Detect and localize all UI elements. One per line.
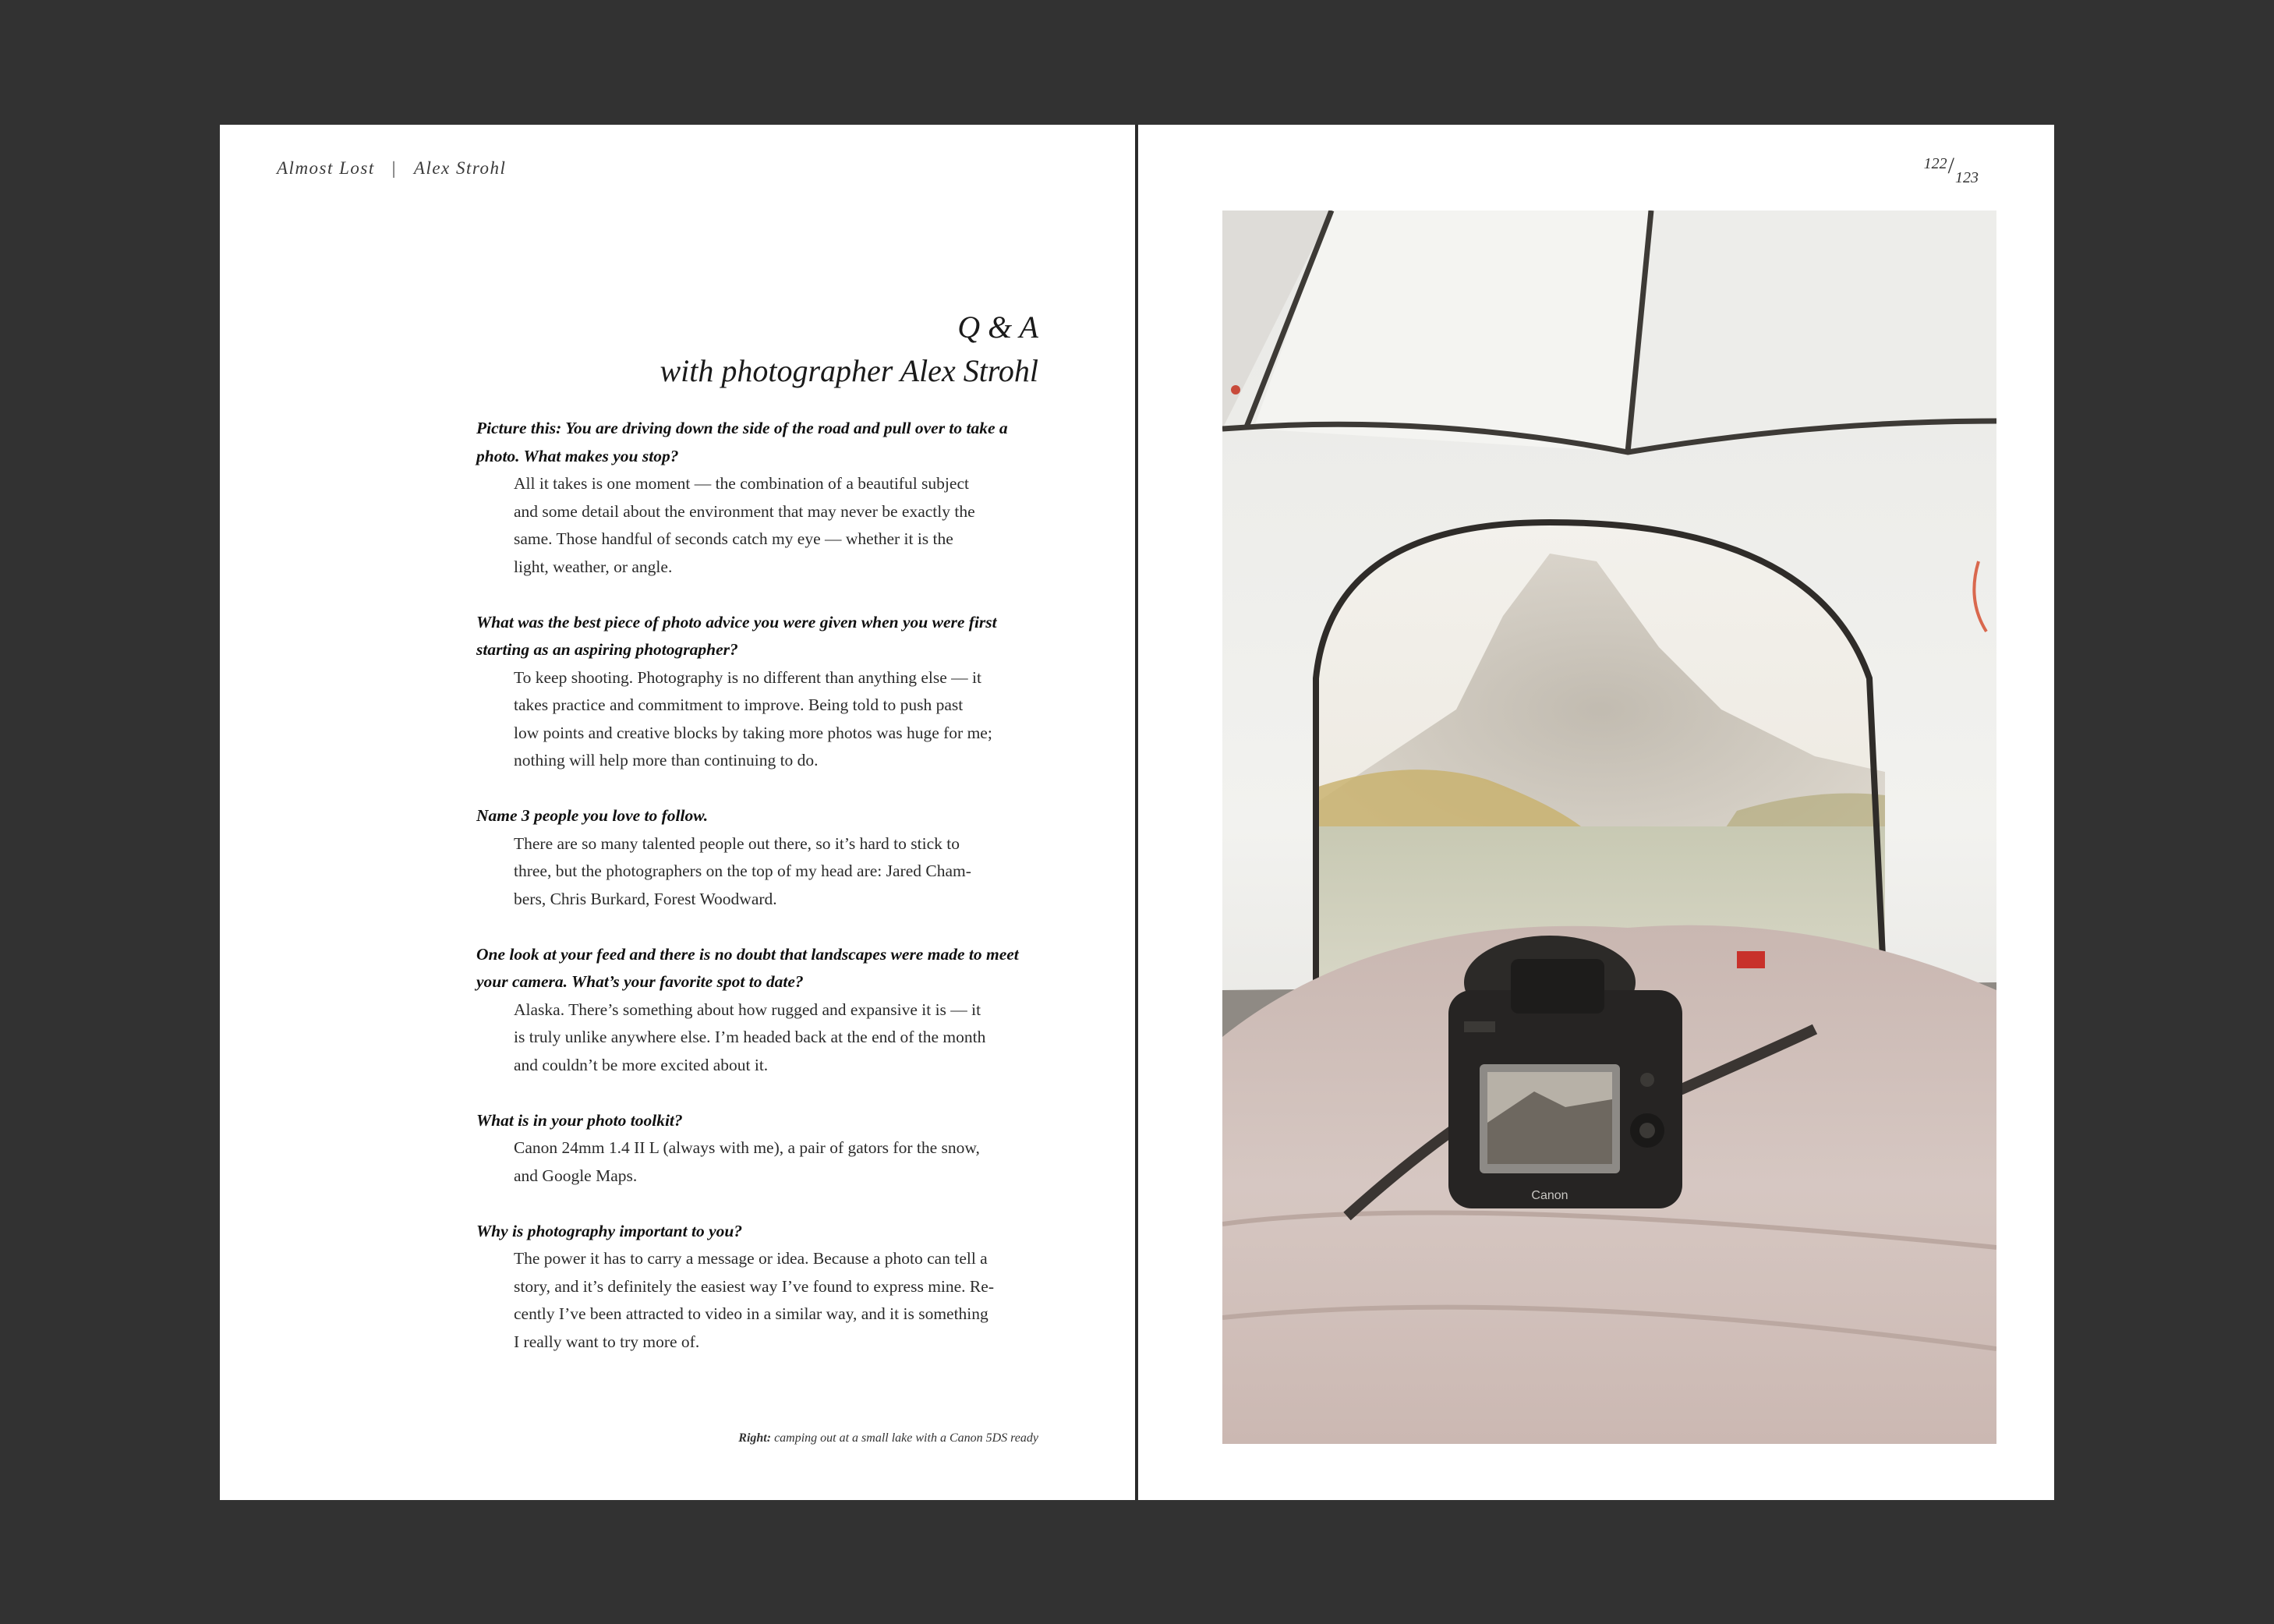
question-line: your camera. What’s your favorite spot to date? — [476, 972, 804, 991]
question — [476, 1107, 1045, 1135]
answer — [476, 470, 1045, 581]
qa-list — [476, 415, 1045, 1384]
question-line: What was the best piece of photo advice you were given when you were first — [476, 612, 997, 632]
answer-line: takes practice and commitment to improve. Being told to push past — [514, 695, 964, 714]
question-line: Name 3 people you love to follow. — [476, 806, 709, 825]
title-line-1: Q & A — [957, 310, 1038, 345]
answer-line: cently I’ve been attracted to video in a similar way, and it is something — [514, 1304, 988, 1323]
page-number-left: 122 — [1923, 155, 1947, 172]
title-line-2: with photographer Alex Strohl — [660, 353, 1038, 388]
question — [476, 941, 1045, 996]
question — [476, 1218, 1045, 1246]
answer-line: story, and it’s definitely the easiest way I’ve found to express mine. Re- — [514, 1276, 994, 1296]
camera-brand-text: Canon — [1531, 1189, 1568, 1202]
answer-line: and couldn’t be more excited about it. — [514, 1055, 769, 1074]
answer — [476, 664, 1045, 775]
answer — [476, 1134, 1045, 1190]
question-line: photo. What makes you stop? — [476, 446, 679, 465]
qa-item — [476, 415, 1045, 581]
question-line: starting as an aspiring photographer? — [476, 640, 738, 659]
answer — [476, 1245, 1045, 1356]
answer-line: bers, Chris Burkard, Forest Woodward. — [514, 889, 777, 908]
tent-camera-photo — [1222, 211, 1996, 1444]
page-number-right: 123 — [1955, 169, 1979, 186]
answer-line: There are so many talented people out there, so it’s hard to stick to — [514, 833, 960, 853]
qa-item — [476, 1107, 1045, 1191]
answer-line: light, weather, or angle. — [514, 557, 673, 576]
book-spine — [1135, 125, 1137, 1500]
question — [476, 609, 1045, 664]
page-numbers: 122/123 — [1923, 153, 1979, 186]
question-line: Picture this: You are driving down the side of the road and pull over to take a — [476, 419, 1008, 437]
qa-item — [476, 1218, 1045, 1357]
qa-item — [476, 802, 1045, 913]
author-name: Alex Strohl — [413, 158, 507, 178]
question-line: One look at your feed and there is no doubt that landscapes were made to meet — [476, 944, 1019, 964]
answer-line: three, but the photographers on the top of my head are: Jared Cham- — [514, 862, 971, 880]
qa-item — [476, 941, 1045, 1080]
question-line: What is in your photo toolkit? — [476, 1110, 683, 1130]
answer — [476, 830, 1045, 914]
answer-line: nothing will help more than continuing to do. — [514, 751, 819, 770]
caption-text: camping out at a small lake with a Canon 5DS ready — [771, 1431, 1038, 1445]
photo-caption — [738, 1431, 1038, 1445]
book-title: Almost Lost — [277, 158, 375, 178]
answer-line: and Google Maps. — [514, 1166, 638, 1185]
answer — [476, 996, 1045, 1080]
answer-line: To keep shooting. Photography is no different than anything else — it — [514, 667, 982, 687]
answer-line: All it takes is one moment — the combination of a beautiful subject — [514, 474, 969, 493]
caption-label: Right: — [738, 1431, 772, 1445]
answer-line: is truly unlike anywhere else. I’m headed back at the end of the month — [514, 1028, 986, 1046]
answer-line: Canon 24mm 1.4 II L (always with me), a pair of gators for the snow, — [514, 1138, 980, 1157]
question — [476, 415, 1045, 470]
running-head-separator: | — [391, 158, 397, 178]
answer-line: I really want to try more of. — [514, 1332, 700, 1351]
answer-line: Alaska. There’s something about how rugged and expansive it is — it — [514, 1000, 981, 1019]
page-title — [660, 306, 1038, 393]
answer-line: same. Those handful of seconds catch my eye — whether it is the — [514, 529, 953, 548]
qa-item — [476, 609, 1045, 775]
question-line: Why is photography important to you? — [476, 1221, 743, 1240]
running-head — [277, 158, 506, 179]
right-page — [1138, 125, 2054, 1500]
left-page — [220, 125, 1136, 1500]
question — [476, 802, 1045, 830]
answer-line: and some detail about the environment that may never be exactly the — [514, 501, 975, 521]
answer-line: The power it has to carry a message or idea. Because a photo can tell a — [514, 1249, 988, 1268]
answer-line: low points and creative blocks by taking more photos was huge for me; — [514, 723, 992, 742]
